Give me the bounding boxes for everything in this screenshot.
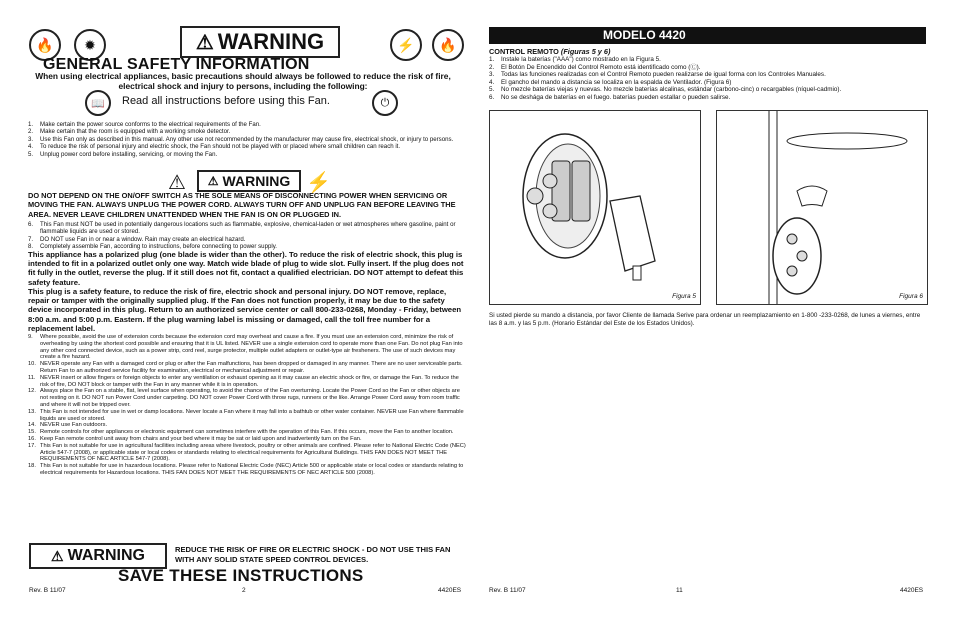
shock-icon: ⚡ (306, 172, 331, 194)
list-item: 13. This Fan is not intended for use in wet or damp locations. Never locate a Fan where it may fall into a bathtub or other water container. NEVER use Fan where flammable liquids are used or stored. (28, 408, 464, 422)
page-title: GENERAL SAFETY INFORMATION (43, 56, 310, 73)
list-item: 3. Use this Fan only as described in this manual. Any other use not recommended by the manufacturer may cause fire, electrical shock, or injury to persons. (28, 135, 454, 143)
list-item: 18. This Fan is not suitable for use in hazardous locations. Please refer to National Electric Code (NEC) Article 500 or applicable state or local codes or standards relating to electrical requirements for Hazardous locations. THIS FAN DOES NOT MEET THE REQUIREMENTS OF NEC ARTICLE 500 (2008). (28, 463, 464, 476)
list-item: 6. No se deshága de baterías en el fuego. baterías pueden estallar o pueden salirse. (489, 93, 731, 101)
footer-code: 4420ES (438, 587, 462, 594)
list-item: 10. NEVER operate any Fan with a damaged cord or plug or after the Fan malfunctions, has been dropped or damaged in any manner. There are no user serviceable parts. Return Fan to an authorized service facility for examination, electrical or mechanical adjustment or repair. (28, 361, 463, 374)
footer-code-right: 4420ES (900, 587, 924, 594)
remote-battery-illustration (490, 111, 700, 304)
flammable-icon: 🔥 (432, 29, 464, 61)
figure-5-label: Figura 5 (672, 293, 696, 300)
list-item: 4. To reduce the risk of personal injury and electric shock, the Fan should not be played with or placed where small children can reach it. (28, 143, 401, 151)
list-item: 2. El Botón De Encendido del Control Remoto está identificado como (Ⓒ). (489, 63, 701, 71)
warning-triangle-icon: ⚠ (168, 172, 186, 194)
list-item: 11. NEVER insert or allow fingers or foreign objects to enter any ventilation or exhaust opening as it may cause an electric shock or fire, or damage the Fan. To reduce the risk of fire, DO NOT block or tamper with the Fan in any manner while it is in operation. (28, 374, 459, 388)
footer-page: 2 (242, 587, 246, 594)
list-item: 1. Make certain the power source conforms to the electrical requirements of the Fan. (28, 121, 261, 128)
control-title: CONTROL REMOTO (Figuras 5 y 6) (489, 47, 611, 56)
footer-page-right: 11 (676, 587, 683, 594)
list-item: 12. Always place the Fan on a stable, flat, level surface when operating, to avoid the chance of the Fan overturning. Locate the Power Cord so the Fan or other objects are not resting on it. DO NOT run Power Cord under carpeting. DO NOT cover Power Cord with throw rugs, runners or the like. Arrange Power Cord away from room traffic and where it will not be tripped over. (28, 388, 460, 408)
figure-5 (489, 110, 701, 305)
warning-banner (180, 26, 340, 58)
warning-banner-3: ⚠ WARNING (29, 543, 167, 569)
safety-list-b (28, 221, 468, 251)
caps-warning: DO NOT DEPEND ON THE ON/OFF SWITCH AS THE SOLE MEANS OF DISCONNECTING POWER WHEN SERVICING OR MOVING THE FAN. ALWAYS UNPLUG THE POWER CORD. ALWAYS TURN OFF AND UNPLUG FAN BEFORE LEAVING THE AREA. NEVER LEAVE CHILDREN UNATTENDED WHEN THE FAN IS ON OR PLUGGED IN. (28, 191, 456, 219)
list-item: 3. Todas las funciones realizadas con el Control Remoto pueden realizarse de igual forma con los Controles Manuales. (489, 71, 826, 79)
figure-6-label: Figura 6 (899, 293, 923, 300)
subtitle: When using electrical appliances, basic precautions should always be followed to reduce the risk of fire, electrical shock and injury to persons, including the following: (35, 71, 451, 91)
warning-triangle-icon: ⚠ (51, 547, 64, 564)
list-item: 1. Instale la baterías ("AAA") como mostrado en la Figura 5. (489, 56, 661, 63)
list-item: 8. Completely assemble Fan, according to instructions, before connecting to power supply. (28, 243, 277, 251)
safety-plug-text: This plug is a safety feature, to reduce the risk of fire, electric shock and personal injury. DO NOT remove, replace, repair or tamper with the originally supplied plug. If the Fan does not function properly, it may be due to the safety device incorporated in this plug. Return to an authorized service center or call 800-233-0268, Monday - Friday, between 8:00 a.m. and 5:00 p.m. Eastern. If the plug warning label is missing or damaged, call the toll free number for a replacement label. (28, 287, 462, 333)
read-manual-icon: 📖 (85, 90, 111, 116)
lost-remote-text: Si usted pierde su mando a distancia, por favor Cliente de llamada Serive para ordenar un reemplazamiento en 1-800 -233-0268, de lunes a viernes, entre las 8 a.m. y las 5 p.m. (Horario Estándar del Este de los Estados Unidos). (489, 312, 921, 327)
explosion-icon: ✹ (74, 29, 106, 61)
save-instructions: SAVE THESE INSTRUCTIONS (118, 566, 364, 585)
list-item: 4. El gancho del mando a distancia se localiza en la espalda de Ventilador. (Figura 6) (489, 78, 732, 86)
list-item: 9. Where possible, avoid the use of extension cords because the extension cord may overheat and cause a fire. If you must use an extension cord, minimize the risk of overheating by using the shortest cord possible and ensuring that it is UL listed. NEVER use a single extension cord to operate more than one Fan. Do not plug Fan into any other cord connected device, such as a power strip, cord reel, surge protector, multiple outlet adapters or outlet-type air fresheners. The use of such devices may create a fire hazard. (28, 334, 463, 361)
warning-triangle-icon: ⚠ (207, 174, 219, 188)
list-item: 14. NEVER use Fan outdoors. (28, 422, 108, 429)
list-item: 2. Make certain that the room is equipped with a working smoke detector. (28, 128, 231, 136)
safety-list-a (28, 121, 468, 158)
unplug-icon: ⏻ (372, 90, 398, 116)
footer-rev-right: Rev. B 11/07 (489, 587, 526, 594)
shock-icon: ⚡ (390, 29, 422, 61)
polarized-plug-text: This appliance has a polarized plug (one blade is wider than the other). To reduce the risk of electric shock, this plug is intended to fit in a polarized outlet only one way. Match wide blade of plug to wide slot. Fully insert. If the plug does not fit fully in the outlet, reverse the plug. If it still does not fit, contact a qualified electrician. DO NOT attempt to defeat this safety feature. (28, 250, 464, 287)
list-item: 15. Remote controls for other appliances or electronic equipment can sometimes interfere with the operation of this Fan. If this occurs, move the Fan to another location. (28, 429, 454, 436)
model-header: MODELO 4420 (489, 27, 926, 44)
remote-instructions (489, 56, 929, 102)
list-item: 17. This Fan is not suitable for use in agricultural facilities including areas where livestock, poultry or other animals are confined. Please refer to National Electric Code (NEC) Article 547-7 (2008), or applicable state or local codes or standards relating to electrical requirements for Agricultural Buildings. THIS FAN DOES NOT MEET THE REQUIREMENTS OF NEC ARTICLE 547-7 (2008). (28, 442, 466, 463)
warning-banner-2: ⚠ WARNING (197, 170, 301, 192)
list-item: 5. Unplug power cord before installing, servicing, or moving the Fan. (28, 150, 218, 158)
footer-rev: Rev. B 11/07 (29, 587, 66, 594)
solid-state-warning: REDUCE THE RISK OF FIRE OR ELECTRIC SHOCK - DO NOT USE THIS FAN WITH ANY SOLID STATE SPEED CONTROL DEVICES. (175, 545, 451, 564)
safety-list-c (28, 334, 468, 477)
warning-label: WARNING (217, 29, 325, 54)
figure-6 (716, 110, 928, 305)
remote-holder-illustration (717, 111, 927, 304)
list-item: 7. DO NOT use Fan in or near a window. Rain may create an electrical hazard. (28, 235, 246, 243)
read-all-text: Read all instructions before using this Fan. (122, 95, 330, 107)
list-item: 6. This Fan must NOT be used in potentially dangerous locations such as flammable, explosive, chemical-laden or wet atmospheres where gasoline, paint or flammable liquids are used or stored. (28, 221, 456, 236)
warning-triangle-icon: ⚠ (195, 31, 214, 54)
fire-icon: 🔥 (29, 29, 61, 61)
list-item: 5. No mezcle baterías viejas y nuevas. No mezcle baterías alcalinas, estándar (carbono-cinc) o recargables (níquel-cadmio). (489, 86, 842, 94)
list-item: 16. Keep Fan remote control unit away from chairs and your bed where it may be sat or laid upon and inadvertently turn on the Fan. (28, 435, 362, 442)
